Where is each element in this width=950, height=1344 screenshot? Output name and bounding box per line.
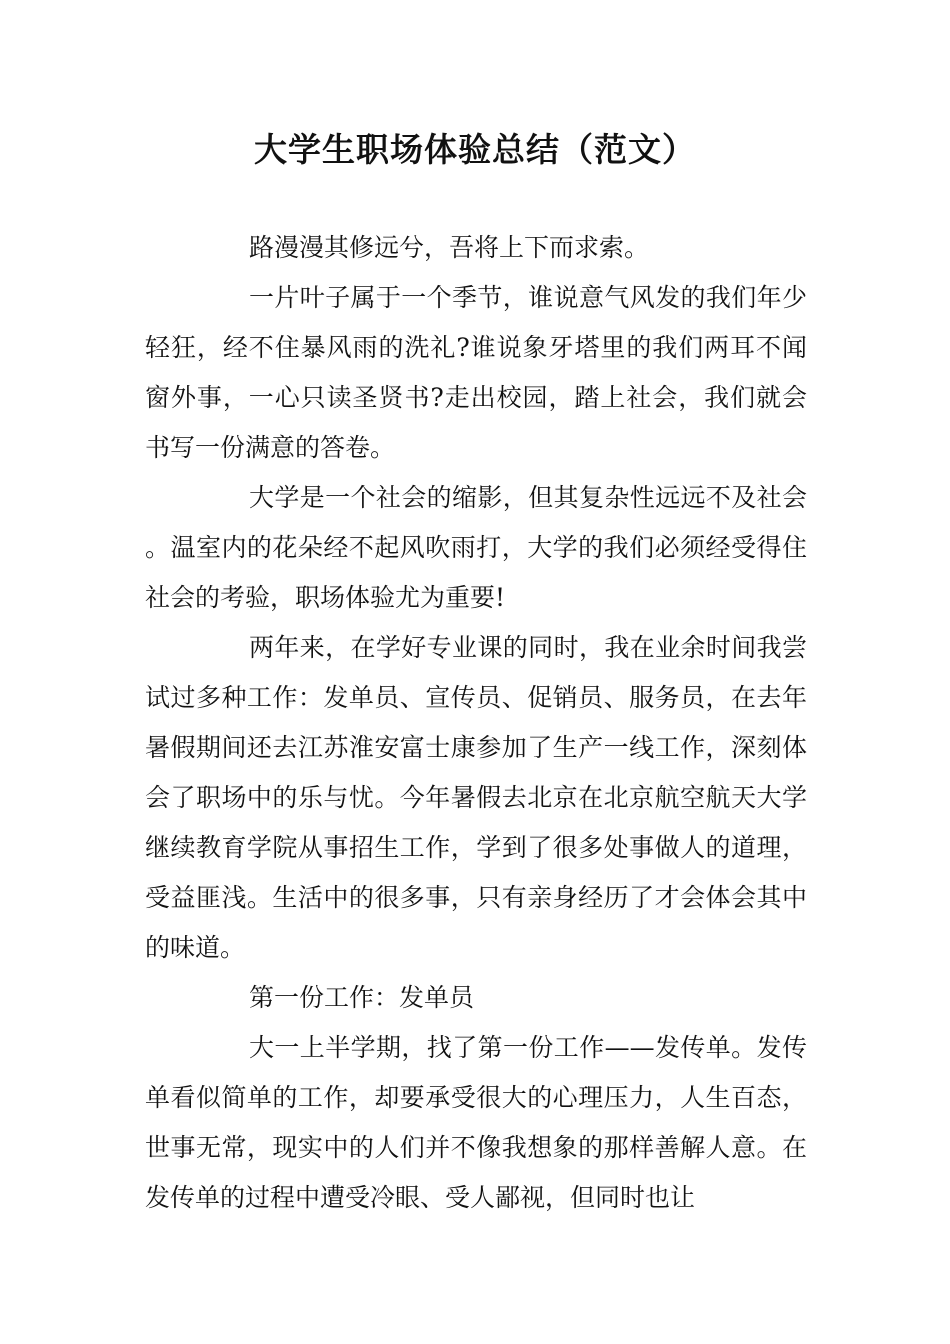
paragraph-flyer-job: 大一上半学期，找了第一份工作——发传单。发传单看似简单的工作，却要承受很大的心理压力，人生百态，世事无常，现实中的人们并不像我想象的那样善解人意。在发传单的过程中遭受冷眼、受人鄙视，但同时也让 [145, 1033, 807, 1212]
paragraph-two-years-work: 两年来，在学好专业课的同时，我在业余时间我尝试过多种工作：发单员、宣传员、促销员、服务员，在去年暑假期间还去江苏淮安富士康参加了生产一线工作，深刻体会了职场中的乐与忧。今年暑假去北京在北京航空航天大学继续教育学院从事招生工作，学到了很多处事做人的道理，受益匪浅。生活中的很多事，只有亲身经历了才会体会其中的味道。 [145, 633, 807, 962]
section-heading-first-job: 第一份工作：发单员 [249, 983, 475, 1012]
paragraph-university-society: 大学是一个社会的缩影，但其复杂性远远不及社会。温室内的花朵经不起风吹雨打，大学的我们必须经受得住社会的考验，职场体验尤为重要! [145, 483, 807, 612]
paragraph-leaf-season: 一片叶子属于一个季节，谁说意气风发的我们年少轻狂，经不住暴风雨的洗礼?谁说象牙塔里的我们两耳不闻窗外事，一心只读圣贤书?走出校园，踏上社会，我们就会书写一份满意的答卷。 [145, 283, 807, 462]
paragraph-intro-quote: 路漫漫其修远兮，吾将上下而求索。 [249, 233, 650, 262]
document-body [145, 223, 807, 1223]
document-title: 大学生职场体验总结（范文） [254, 130, 696, 169]
